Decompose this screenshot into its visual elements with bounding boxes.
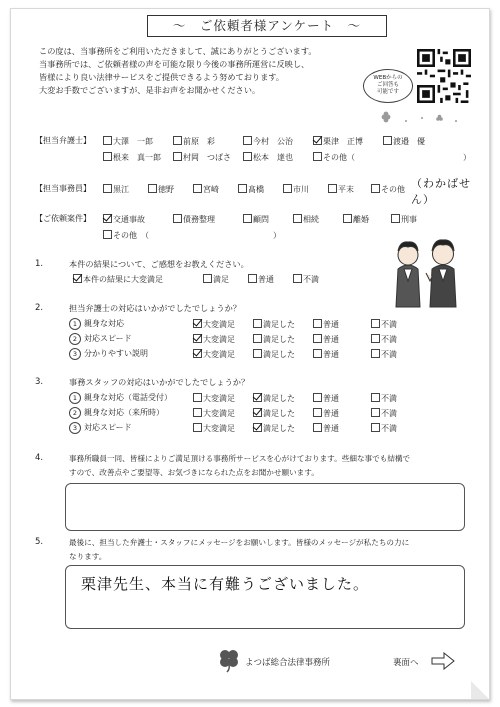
lawyer-option[interactable] <box>313 136 363 147</box>
q4-text-line: 事務所職員一同、皆様によりご満足頂ける事務所サービスを心がけております。些細な事でも結構で <box>69 454 411 463</box>
checkbox[interactable] <box>283 184 292 193</box>
case-name: 離婚 <box>353 215 369 224</box>
q2-option[interactable] <box>253 319 295 330</box>
checkbox[interactable] <box>193 184 202 193</box>
option-label: 普通 <box>323 394 339 403</box>
staff-option[interactable] <box>103 184 129 195</box>
checkbox[interactable] <box>313 319 322 328</box>
staff-label: 【担当事務員】 <box>35 184 91 193</box>
case-option[interactable] <box>173 214 215 225</box>
option-label: 満足した <box>263 335 295 344</box>
option-label: 大変満足 <box>203 320 235 329</box>
staff-name: 市川 <box>293 185 309 194</box>
row-number: 2 <box>69 333 81 345</box>
firm-name: よつば総合法律事務所 <box>245 658 331 668</box>
staff-name: 宮崎 <box>203 185 219 194</box>
clover-logo-icon <box>217 647 241 673</box>
checkbox[interactable] <box>371 408 380 417</box>
checkbox[interactable] <box>293 214 302 223</box>
checkbox[interactable] <box>313 349 322 358</box>
option-label: 大変満足 <box>203 350 235 359</box>
option-label: 不満 <box>381 335 397 344</box>
q3-row-label <box>69 392 172 404</box>
row-label: 対応スピード <box>84 334 132 343</box>
survey-title: ～ ご依頼者様アンケート ～ <box>147 15 387 37</box>
q3-option[interactable] <box>313 423 339 434</box>
option-label: 不満 <box>381 394 397 403</box>
q3-option[interactable] <box>313 408 339 419</box>
checkbox[interactable] <box>193 393 202 402</box>
intro-line: 皆様により良い法律サービスをご提供できるよう努めております。 <box>39 72 284 82</box>
q3-option[interactable] <box>371 393 397 404</box>
checkbox[interactable] <box>371 184 380 193</box>
case-name: 相続 <box>303 215 319 224</box>
option-label: 大変満足 <box>203 335 235 344</box>
q3-option[interactable] <box>313 393 339 404</box>
lawyer-name: 栗津 正博 <box>323 137 363 146</box>
staff-name: 徳野 <box>158 185 174 194</box>
lawyer-option[interactable] <box>103 152 161 163</box>
option-label: 不満 <box>303 275 319 284</box>
lawyer-name: その他（ <box>323 153 355 162</box>
option-label: 不満 <box>381 350 397 359</box>
row-number: 2 <box>69 407 81 419</box>
q3-text: 事務スタッフの対応はいかがでしたでしょうか？ <box>69 377 250 387</box>
option-label: 不満 <box>381 409 397 418</box>
checkbox[interactable] <box>371 334 380 343</box>
lawyer-option-other[interactable] <box>313 152 355 163</box>
q3-option[interactable] <box>253 408 295 419</box>
option-label: 本件の結果に大変満足 <box>83 275 163 284</box>
bubble-line: WEBからの <box>373 75 403 81</box>
option-label: 満足した <box>263 350 295 359</box>
staff-option[interactable] <box>328 184 354 195</box>
checkbox[interactable] <box>253 319 262 328</box>
q2-option[interactable] <box>253 334 295 345</box>
checkbox[interactable] <box>193 408 202 417</box>
option-label: 満足 <box>213 275 229 284</box>
checkbox[interactable] <box>313 423 322 432</box>
case-name: その他 （ <box>113 231 149 240</box>
lawyer-label: 【担当弁護士】 <box>35 136 91 145</box>
lawyer-name: 松本 達也 <box>253 153 293 162</box>
q1-option[interactable] <box>293 274 319 285</box>
checkbox[interactable] <box>203 274 212 283</box>
q2-option[interactable] <box>371 319 397 330</box>
checkbox[interactable] <box>103 184 112 193</box>
checkbox[interactable] <box>243 214 252 223</box>
checkbox[interactable] <box>103 136 112 145</box>
q3-number: 3. <box>35 377 44 387</box>
intro-line: 当事務所では、ご依頼者様の声を可能な限り今後の事務所運営に反映し、 <box>39 59 310 69</box>
q3-option[interactable] <box>253 423 295 434</box>
checkbox[interactable] <box>293 274 302 283</box>
intro-line: この度は、当事務所をご利用いただきまして、誠にありがとうございます。 <box>39 46 317 56</box>
lawyer-name: 前原 彩 <box>183 137 215 146</box>
lawyer-option[interactable] <box>103 136 153 147</box>
q4-answer-field[interactable] <box>65 483 465 531</box>
bubble-line: 可能です <box>376 89 399 95</box>
checkbox[interactable] <box>313 408 322 417</box>
case-type-label: 【ご依頼案件】 <box>35 214 91 223</box>
row-label: 分かりやすい説明 <box>84 349 148 358</box>
checkbox[interactable] <box>243 136 252 145</box>
q3-option[interactable] <box>371 408 397 419</box>
checkbox[interactable] <box>173 214 182 223</box>
lawyer-option[interactable] <box>173 152 231 163</box>
q2-row-label <box>69 348 148 360</box>
q4-text-line: すので、改善点やご要望等、お気づきになられた点をお聞かせ願います。 <box>69 468 319 477</box>
option-label: 普通 <box>323 350 339 359</box>
checkbox[interactable] <box>371 319 380 328</box>
checkbox-checked[interactable] <box>73 274 82 283</box>
case-name: 交通事故 <box>113 215 145 224</box>
q2-option[interactable] <box>313 349 339 360</box>
checkbox[interactable] <box>103 152 112 161</box>
checkbox[interactable] <box>103 230 112 239</box>
checkbox[interactable] <box>238 184 247 193</box>
row-number: 3 <box>69 422 81 434</box>
option-label: 大変満足 <box>203 424 235 433</box>
q2-option[interactable] <box>193 334 235 345</box>
option-label: 普通 <box>323 335 339 344</box>
q2-option[interactable] <box>313 334 339 345</box>
staff-section <box>35 182 91 196</box>
lawyer-option[interactable] <box>173 136 215 147</box>
row-label: 親身な対応 <box>84 319 124 328</box>
page-curl <box>471 681 489 699</box>
option-label: 満足した <box>263 424 295 433</box>
intro-text <box>39 45 317 97</box>
case-name: 債務整理 <box>183 215 215 224</box>
staff-option[interactable] <box>283 184 309 195</box>
q2-option[interactable] <box>313 319 339 330</box>
q2-option[interactable] <box>253 349 295 360</box>
q3-option[interactable] <box>193 408 235 419</box>
q1-option[interactable] <box>248 274 274 285</box>
next-page-label: 裏面へ <box>393 658 419 668</box>
q2-option[interactable] <box>193 319 235 330</box>
checkbox[interactable] <box>313 334 322 343</box>
option-label: 不満 <box>381 424 397 433</box>
case-option-other[interactable] <box>103 230 149 241</box>
checkbox-checked[interactable] <box>253 423 262 432</box>
q1-text: 本件の結果について、ご感想をお教えください。 <box>69 259 249 269</box>
checkbox[interactable] <box>313 393 322 402</box>
q2-option[interactable] <box>193 349 235 360</box>
option-label: 普通 <box>323 409 339 418</box>
checkbox[interactable] <box>383 136 392 145</box>
checkbox[interactable] <box>248 274 257 283</box>
q5-handwritten-answer: 栗津先生、本当に有難うございました。 <box>81 575 370 593</box>
staff-option[interactable] <box>238 184 264 195</box>
q4-number: 4. <box>35 453 44 463</box>
checkbox[interactable] <box>253 349 262 358</box>
q3-option[interactable] <box>371 423 397 434</box>
checkbox-checked[interactable] <box>103 214 112 223</box>
q2-row-label <box>69 333 132 345</box>
checkbox[interactable] <box>173 136 182 145</box>
checkbox[interactable] <box>243 152 252 161</box>
option-label: 普通 <box>258 275 274 284</box>
option-label: 大変満足 <box>203 409 235 418</box>
arrow-right-icon[interactable] <box>431 652 455 670</box>
case-option[interactable] <box>103 214 145 225</box>
q2-number: 2. <box>35 303 44 313</box>
web-answer-bubble <box>363 69 413 103</box>
lawyer-name: 根来 真一郎 <box>113 153 161 162</box>
checkbox[interactable] <box>253 334 262 343</box>
q1-option[interactable] <box>203 274 229 285</box>
checkbox[interactable] <box>371 393 380 402</box>
row-label: 対応スピード <box>84 423 132 432</box>
checkbox[interactable] <box>313 152 322 161</box>
checkbox-checked[interactable] <box>193 334 202 343</box>
staff-option[interactable] <box>148 184 174 195</box>
option-label: 普通 <box>323 424 339 433</box>
q3-option[interactable] <box>253 393 295 404</box>
q3-row-label <box>69 407 164 419</box>
survey-sheet <box>10 8 490 700</box>
case-type-section <box>35 212 91 226</box>
qr-code-icon[interactable] <box>417 49 471 103</box>
checkbox[interactable] <box>148 184 157 193</box>
q2-row-label <box>69 318 124 330</box>
staff-name: 髙橋 <box>248 185 264 194</box>
case-name: 顧問 <box>253 215 269 224</box>
lawyer-name: 今村 公治 <box>253 137 293 146</box>
q3-row-label <box>69 422 132 434</box>
staff-handwritten-answer: （わかばせん） <box>411 177 471 206</box>
row-number: 3 <box>69 348 81 360</box>
lawyer-name: 村岡 つばさ <box>183 153 231 162</box>
bubble-line: ご回答も <box>376 82 399 88</box>
option-label: 満足した <box>263 409 295 418</box>
checkbox-checked[interactable] <box>193 319 202 328</box>
option-label: 不満 <box>381 320 397 329</box>
checkbox[interactable] <box>193 423 202 432</box>
row-number: 1 <box>69 318 81 330</box>
staff-name: 黒江 <box>113 185 129 194</box>
lawyer-section <box>35 134 91 148</box>
lawyer-option[interactable] <box>383 136 425 147</box>
lawyer-other-close: ） <box>463 153 471 162</box>
option-label: 大変満足 <box>203 394 235 403</box>
case-option[interactable] <box>243 214 269 225</box>
checkbox[interactable] <box>371 423 380 432</box>
q5-number: 5. <box>35 537 44 547</box>
checkbox-checked[interactable] <box>313 136 322 145</box>
q2-option[interactable] <box>371 334 397 345</box>
staff-name: 平末 <box>338 185 354 194</box>
checkbox-checked[interactable] <box>193 349 202 358</box>
checkbox-checked[interactable] <box>253 393 262 402</box>
q2-option[interactable] <box>371 349 397 360</box>
lawyer-name: 渡邉 優 <box>393 137 425 146</box>
option-label: 満足した <box>263 320 295 329</box>
checkbox[interactable] <box>173 152 182 161</box>
option-label: 満足した <box>263 394 295 403</box>
q1-option[interactable] <box>73 274 163 285</box>
checkbox[interactable] <box>343 214 352 223</box>
staff-option-other[interactable] <box>371 184 405 195</box>
lawyers-illustration-icon <box>386 221 466 309</box>
checkbox[interactable] <box>371 349 380 358</box>
q5-text-line: なります。 <box>69 552 107 561</box>
clover-decoration-icon <box>376 109 466 127</box>
lawyer-option[interactable] <box>243 136 293 147</box>
q1-number: 1. <box>35 259 44 269</box>
intro-line: 大変お手数でございますが、是非お声をお聞かせください。 <box>39 85 261 95</box>
case-name: 刑事 <box>401 215 417 224</box>
q5-text-line: 最後に、担当した弁護士・スタッフにメッセージをお願いします。皆様のメッセージが私たちの力に <box>69 538 410 547</box>
lawyer-name: 大澤 一郎 <box>113 137 153 146</box>
option-label: 普通 <box>323 320 339 329</box>
checkbox[interactable] <box>328 184 337 193</box>
staff-name: その他 <box>381 185 405 194</box>
row-label: 親身な対応（来所時） <box>84 408 164 417</box>
checkbox-checked[interactable] <box>253 408 262 417</box>
q3-option[interactable] <box>193 423 235 434</box>
q3-option[interactable] <box>193 393 235 404</box>
lawyer-option[interactable] <box>243 152 293 163</box>
case-other-close: ） <box>273 231 281 240</box>
staff-option[interactable] <box>193 184 219 195</box>
row-number: 1 <box>69 392 81 404</box>
q2-text: 担当弁護士の対応はいかがでしたでしょうか？ <box>69 303 241 313</box>
row-label: 親身な対応（電話受付） <box>84 393 172 402</box>
case-option[interactable] <box>293 214 319 225</box>
case-option[interactable] <box>343 214 369 225</box>
